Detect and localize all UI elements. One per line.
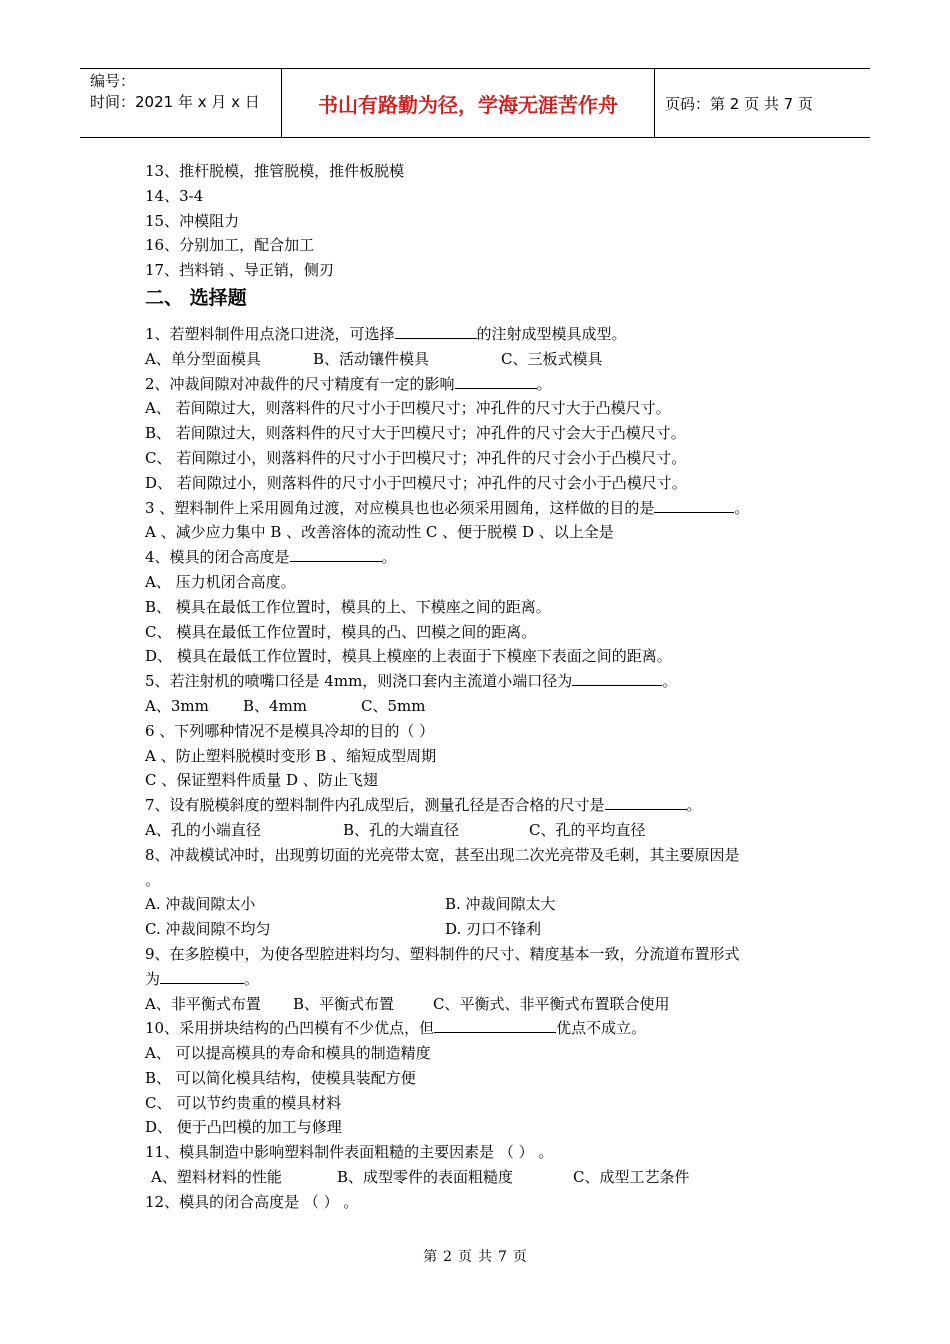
page-footer: 第 2 页 共 7 页 xyxy=(423,1249,527,1265)
option: B、活动镶件模具 xyxy=(313,349,430,368)
question-7: 7、设有脱模斜度的塑料制件内孔成型后，测量孔径是否合格的尺寸是 。 xyxy=(145,796,702,815)
answer-blank xyxy=(605,794,687,810)
option: C. 冲裁间隙不均匀 xyxy=(145,920,271,939)
question-5: 5、若注射机的喷嘴口径是 4mm，则浇口套内主流道小端口径为 。 xyxy=(145,672,678,691)
page-number: 2 xyxy=(443,1249,452,1265)
document-body xyxy=(145,159,825,1215)
answer-blank xyxy=(455,373,537,389)
answer-line: 17、挡料销 、导正销，侧刃 xyxy=(145,261,334,280)
question-1: 1、若塑料制件用点浇口进浇，可选择 的注射成型模具成型。 xyxy=(145,324,627,343)
option: A、塑料材料的性能 xyxy=(151,1168,282,1187)
question-7-options xyxy=(145,818,825,843)
question-11: 11、模具制造中影响塑料制件表面粗糙的主要因素是 （ ） 。 xyxy=(145,1143,554,1162)
question-8: 8、冲裁模试冲时，出现剪切面的光亮带太宽，甚至出现二次光亮带及毛刺，其主要原因是 xyxy=(145,845,740,864)
option: C、平衡式、非平衡式布置联合使用 xyxy=(433,994,670,1013)
option: B、 若间隙过大，则落料件的尺寸大于凹模尺寸；冲孔件的尺寸会大于凸模尺寸。 xyxy=(145,424,686,443)
question-8-continuation: 。 xyxy=(145,870,161,889)
option: A、 可以提高模具的寿命和模具的制造精度 xyxy=(145,1044,431,1063)
question-6: 6 、下列哪种情况不是模具冷却的目的（ ） xyxy=(145,721,435,740)
option: B、平衡式布置 xyxy=(293,994,395,1013)
answer-line: 15、冲模阻力 xyxy=(145,211,240,230)
answer-blank xyxy=(434,1017,556,1033)
option: C、 可以节约贵重的模具材料 xyxy=(145,1093,342,1112)
question-12: 12、模具的闭合高度是 （ ） 。 xyxy=(145,1192,359,1211)
page-header xyxy=(80,68,870,138)
answer-line: 16、分别加工，配合加工 xyxy=(145,236,315,255)
option: A、 若间隙过大，则落料件的尺寸小于凹模尺寸；冲孔件的尺寸大于凸模尺寸。 xyxy=(145,399,671,418)
option: C、成型工艺条件 xyxy=(573,1168,690,1187)
option: A、3mm xyxy=(145,696,209,715)
option: B、 可以简化模具结构，使模具装配方便 xyxy=(145,1068,416,1087)
option: A、 压力机闭合高度。 xyxy=(145,572,296,591)
option: D、 若间隙过小，则落料件的尺寸小于凹模尺寸；冲孔件的尺寸会小于凸模尺寸。 xyxy=(145,473,687,492)
answer-blank xyxy=(572,670,662,686)
option: C 、保证塑料件质量 D 、防止飞翅 xyxy=(145,771,378,790)
question-3: 3 、塑料制件上采用圆角过渡，对应模具也也必须采用圆角，这样做的目的是 。 xyxy=(145,498,750,517)
answer-line: 13、推杆脱模，推管脱模，推件板脱模 xyxy=(145,162,405,180)
option: A、孔的小端直径 xyxy=(145,820,261,839)
question-3-options: A 、减少应力集中 B 、改善溶体的流动性 C 、便于脱模 D 、以上全是 xyxy=(145,523,614,542)
total-pages: 7 xyxy=(498,1249,507,1265)
question-8-options-row-2 xyxy=(145,917,825,942)
question-5-options xyxy=(145,694,825,719)
question-2: 2、冲裁间隙对冲裁件的尺寸精度有一定的影响 。 xyxy=(145,374,552,393)
option: D、 便于凸凹模的加工与修理 xyxy=(145,1118,342,1137)
question-9-options xyxy=(145,992,825,1017)
question-4: 4、模具的闭合高度是 。 xyxy=(145,548,397,567)
question-9-continuation: 为 。 xyxy=(145,969,260,988)
answer-blank xyxy=(290,546,382,562)
section-title: 二、 选择题 xyxy=(145,286,247,309)
option: B. 冲裁间隙太大 xyxy=(445,895,556,914)
question-11-options xyxy=(145,1165,825,1190)
number-label: 编号： xyxy=(90,72,136,90)
question-10: 10、采用拼块结构的凸凹模有不少优点，但 优点不成立。 xyxy=(145,1019,647,1038)
question-8-options-row-1 xyxy=(145,892,825,917)
option: D. 刃口不锋利 xyxy=(445,920,542,939)
option: A、非平衡式布置 xyxy=(145,994,261,1013)
question-1-options xyxy=(145,347,825,372)
header-motto: 书山有路勤为径，学海无涯苦作舟 xyxy=(282,69,655,137)
option: B、孔的大端直径 xyxy=(343,820,460,839)
option: C、 模具在最低工作位置时，模具的凸、凹模之间的距离。 xyxy=(145,622,537,641)
option: A 、防止塑料脱模时变形 B 、缩短成型周期 xyxy=(145,746,437,765)
option: B、4mm xyxy=(243,696,308,715)
header-left-cell xyxy=(80,69,282,137)
answer-blank xyxy=(160,968,244,984)
option: D、 模具在最低工作位置时，模具上模座的上表面于下模座下表面之间的距离。 xyxy=(145,647,672,666)
option: C、5mm xyxy=(361,696,426,715)
answer-line: 14、3-4 xyxy=(145,186,204,205)
option: C、孔的平均直径 xyxy=(529,820,646,839)
option: A、单分型面模具 xyxy=(145,349,261,368)
option: C、 若间隙过小，则落料件的尺寸小于凹模尺寸；冲孔件的尺寸会小于凸模尺寸。 xyxy=(145,448,687,467)
option: C、三板式模具 xyxy=(501,349,603,368)
time-label: 时间：2021 年 x 月 x 日 xyxy=(90,93,260,111)
answer-blank xyxy=(395,323,477,339)
question-9: 9、在多腔模中，为使各型腔进料均匀、塑料制件的尺寸、精度基本一致，分流道布置形式 xyxy=(145,944,740,963)
option: B、成型零件的表面粗糙度 xyxy=(337,1168,514,1187)
option: A. 冲裁间隙太小 xyxy=(145,895,256,914)
answer-blank xyxy=(654,497,734,513)
option: B、 模具在最低工作位置时，模具的上、下模座之间的距离。 xyxy=(145,597,551,616)
header-page-label: 页码：第 2 页 共 7 页 xyxy=(665,94,813,113)
